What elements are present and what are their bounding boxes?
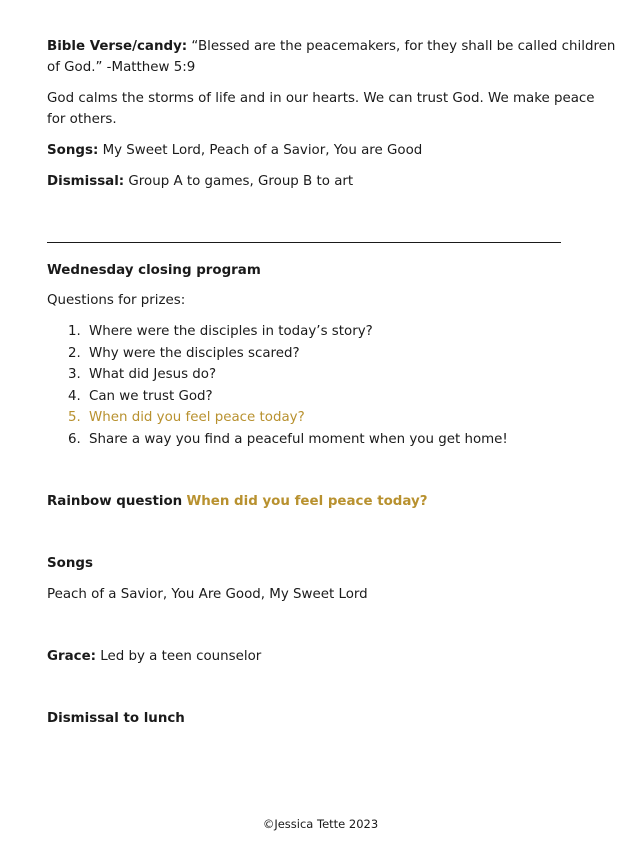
bible-verse-paragraph: Bible Verse/candy: “Blessed are the peacemakers, for they shall be called children of God.” -Matthew 5:9 bbox=[47, 39, 616, 75]
message-paragraph bbox=[47, 88, 595, 130]
list-number: 1. bbox=[68, 324, 81, 339]
dismissal-label: Dismissal bbox=[47, 174, 119, 189]
grace-paragraph: Grace: Led by a teen counselor bbox=[47, 649, 262, 664]
dismissal-paragraph: Dismissal: Group A to games, Group B to art bbox=[47, 174, 354, 189]
list-text: Can we trust God? bbox=[89, 388, 213, 404]
dismissal-lunch-text: Dismissal to lunch bbox=[47, 711, 185, 726]
songs-paragraph: Songs: My Sweet Lord, Peach of a Savior, You are Good bbox=[47, 143, 423, 158]
songs-text: My Sweet Lord, Peach of a Savior, You are Good bbox=[102, 143, 423, 158]
list-number: 3. bbox=[68, 367, 81, 383]
bible-verse-label: Bible Verse/candy bbox=[47, 39, 182, 54]
list-text: Why were the disciples scared? bbox=[89, 345, 300, 361]
list-text: What did Jesus do? bbox=[89, 367, 217, 383]
rainbow-label: Rainbow question bbox=[47, 494, 183, 509]
grace-text: Led by a teen counselor bbox=[100, 649, 262, 664]
list-number: 6. bbox=[68, 431, 81, 447]
songs-heading-text: Songs bbox=[47, 556, 93, 571]
list-number: 5. bbox=[68, 410, 81, 426]
dismissal-lunch bbox=[47, 708, 185, 729]
questions-intro: Questions for prizes: bbox=[47, 293, 186, 308]
rainbow-text: When did you feel peace today? bbox=[186, 494, 428, 509]
rainbow-question bbox=[47, 491, 428, 512]
closing-heading bbox=[47, 260, 261, 281]
list-text: Share a way you find a peaceful moment when you get home! bbox=[89, 431, 508, 447]
message-line2: for others. bbox=[47, 112, 117, 127]
closing-heading-text: Wednesday closing program bbox=[47, 263, 261, 278]
grace-label: Grace bbox=[47, 649, 91, 664]
message-line1: God calms the storms of life and in our hearts. We can trust God. We make peace bbox=[47, 91, 595, 106]
list-number: 4. bbox=[68, 388, 81, 404]
songs-label: Songs bbox=[47, 143, 93, 158]
list-text: When did you feel peace today? bbox=[89, 410, 305, 426]
songs-heading bbox=[47, 553, 93, 574]
section-divider bbox=[47, 242, 561, 243]
list-text: Where were the disciples in today’s story? bbox=[89, 324, 373, 339]
bible-verse-line1: “Blessed are the peacemakers, for they shall be called children bbox=[191, 39, 616, 54]
list-number: 2. bbox=[68, 345, 81, 361]
songs-list-text: Peach of a Savior, You Are Good, My Sweet Lord bbox=[47, 587, 368, 602]
bible-verse-line2: of God.” -Matthew 5:9 bbox=[47, 60, 196, 75]
copyright-footer: ©Jessica Tette 2023 bbox=[262, 817, 379, 831]
dismissal-text: Group A to games, Group B to art bbox=[128, 174, 354, 189]
